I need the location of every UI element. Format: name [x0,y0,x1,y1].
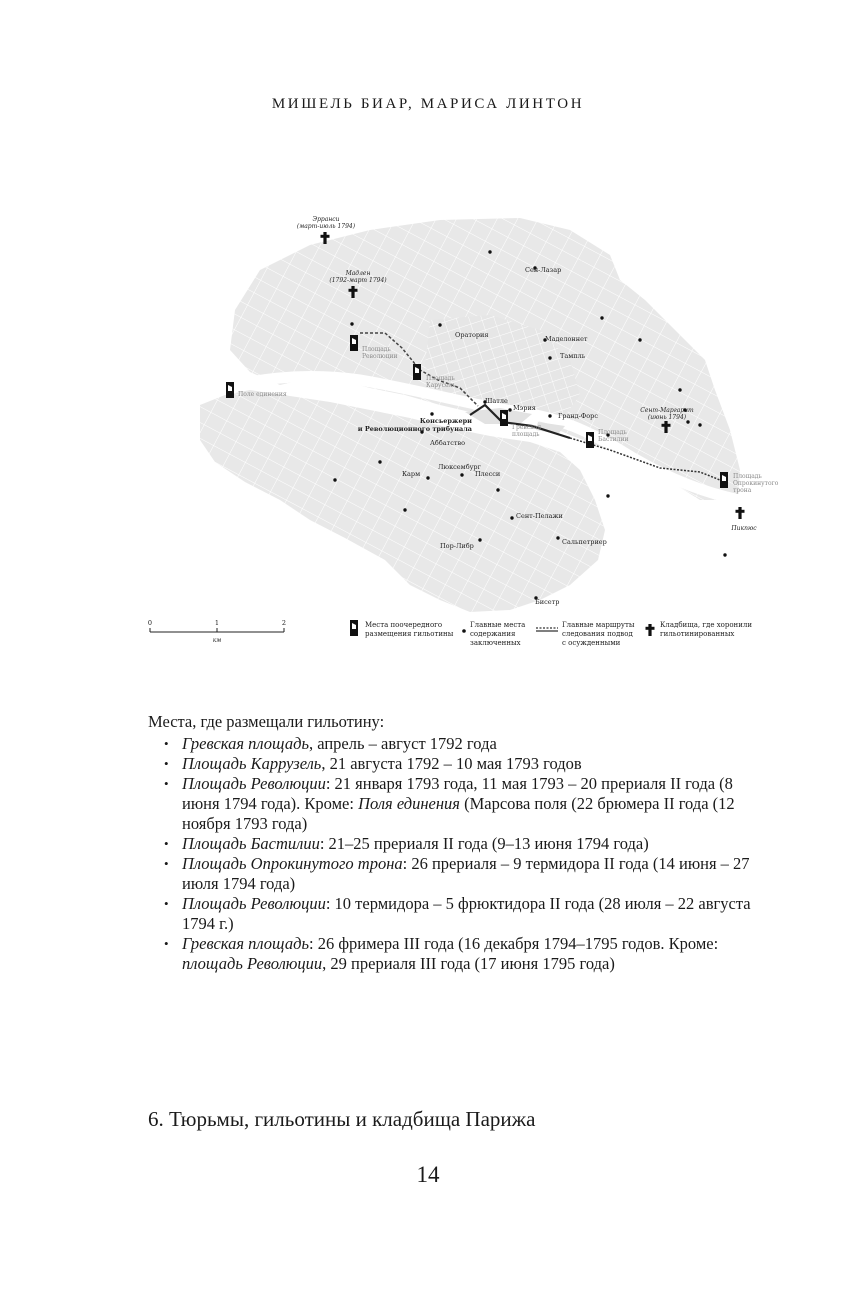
label-pl-trone-2: Опрокинутого [733,480,779,487]
guillotine-locations-list [148,734,768,974]
label-carmes: Карм [402,470,421,478]
place-name: Площадь Революции [182,894,326,913]
item-text-2: (Марсова поля (22 брюмера II года (12 ноября 1793 года) [182,794,735,833]
label-pl-bastille-2: Бастилии [598,436,629,443]
list-item [148,754,768,774]
paris-map [140,200,780,670]
label-pl-bastille-1: Площадь [598,429,627,436]
label-madeleine-date: (1792-март 1794) [329,277,387,284]
label-sainte-pelagie: Сент-Пелажи [516,512,563,520]
running-header: МИШЕЛЬ БИАР, МАРИСА ЛИНТОН [271,96,585,112]
place-name-2: площадь Революции [182,954,323,973]
legend-prisons-1: Главные места [470,621,526,629]
guillotine-icon-bastille [586,432,594,448]
item-text: : 21 января 1793 года, 11 мая 1793 – 20 прериаля II года (8 июня 1794 года). Кроме: [182,774,733,813]
label-ste-marguerite-date: (июнь 1794) [647,414,687,421]
label-bicetre: Бисетр [535,598,560,606]
place-name: Гревская площадь [182,934,309,953]
list-item [148,854,768,894]
legend-routes-3: с осужденными [562,639,621,647]
label-ste-marguerite: Сент-Маргарит [640,407,694,414]
label-pl-revolution-1: Площадь [362,346,391,353]
label-errancy-date: (март-июль 1794) [296,223,356,230]
place-name: Площадь Бастилии [182,834,320,853]
page-number: 14 [416,1162,440,1187]
legend-routes-2: следования подвод [562,630,633,638]
item-text: : 21–25 прериаля II года (9–13 июня 1794 года) [319,834,649,853]
map-legend [350,620,752,647]
scale-tick-0: 0 [147,619,153,627]
section-title: 6. Тюрьмы, гильотины и кладбища Парижа [148,1107,536,1131]
label-port-libre: Пор-Либр [440,542,474,550]
list-item [148,894,768,934]
list-caption: Места, где размещали гильотину: [148,712,385,731]
label-pl-greve-1: Гревская [512,424,542,431]
scale-tick-2: 2 [281,619,287,627]
place-name-2: Поля единения [358,794,460,813]
list-item [148,834,768,854]
place-name: Площадь Революции [182,774,326,793]
label-champ: Поле единения [238,391,287,398]
cross-icon-picpus [736,507,745,519]
list-item [148,734,768,754]
label-conciergerie-2: и Революционного трибунала [357,425,472,433]
legend-guillotine-icon [350,620,358,636]
legend-prisons-2: содержания [470,630,516,638]
label-errancy: Эрранси [312,216,340,223]
label-grande-force: Гранд-Форс [558,412,598,420]
label-luxembourg: Люксембург [438,463,481,471]
list-item [148,774,768,834]
scale-unit: км [212,637,222,644]
legend-prisons-3: заключенных [470,639,521,647]
label-saint-lazare: Сен-Лазар [525,266,562,274]
place-name: Площадь Опрокинутого трона [182,854,403,873]
label-pl-trone-3: трона [733,487,752,494]
guillotine-icon-revolution [350,335,358,351]
item-text-2: , 29 прериаля III года (17 июня 1795 года) [322,954,615,973]
label-madeleine: Мадлен [345,270,371,277]
guillotine-icon-champ [226,382,234,398]
label-mairie: Мэрия [513,404,536,412]
scale-bar [148,619,286,644]
guillotine-icon-greve [500,410,508,426]
label-plessis: Плесси [475,470,501,478]
list-item [148,934,768,974]
legend-cemeteries-1: Кладбища, где хоронили [660,621,753,629]
label-salpetriere: Сальпетриер [562,538,607,546]
label-chatelet: Шатле [485,397,508,405]
legend-prison-dot [462,629,466,633]
label-pl-greve-2: площадь [512,431,540,438]
label-oratoire: Оратория [455,331,489,339]
guillotine-icon-trone [720,472,728,488]
label-picpus: Пикпюс [731,525,757,532]
scale-tick-1: 1 [214,619,220,627]
label-pl-carrousel-2: Карусель [426,382,456,389]
legend-guillotine-2: размещения гильотины [365,630,454,638]
label-conciergerie-1: Консьержери [419,417,472,425]
label-pl-revolution-2: Революции [362,353,398,360]
label-pl-trone-1: Площадь [733,473,762,480]
place-name: Площадь Каррузель [182,754,322,773]
label-madelonnettes: Маделоннет [545,335,588,343]
item-text: : 26 прериаля – 9 термидора II года (14 июня – 27 июля 1794 года) [182,854,750,893]
label-abbaye: Аббатство [430,439,466,447]
item-text: : 10 термидора – 5 фрюктидора II года (28 июля – 22 августа 1794 г.) [182,894,751,933]
legend-cemeteries-2: гильотинированных [660,630,735,638]
legend-routes-1: Главные маршруты [562,621,635,629]
guillotine-icon-carrousel [413,364,421,380]
place-name: Гревская площадь [182,734,309,753]
legend-guillotine-1: Места поочередного [365,621,443,629]
item-text: , 21 августа 1792 – 10 мая 1793 годов [321,754,582,773]
item-text: : 26 фримера III года (16 декабря 1794–1795 годов. Кроме: [309,934,719,953]
item-text: , апрель – август 1792 года [309,734,497,753]
legend-cross-icon [646,624,655,636]
label-temple: Тампль [560,352,586,360]
label-pl-carrousel-1: Площадь [426,375,455,382]
